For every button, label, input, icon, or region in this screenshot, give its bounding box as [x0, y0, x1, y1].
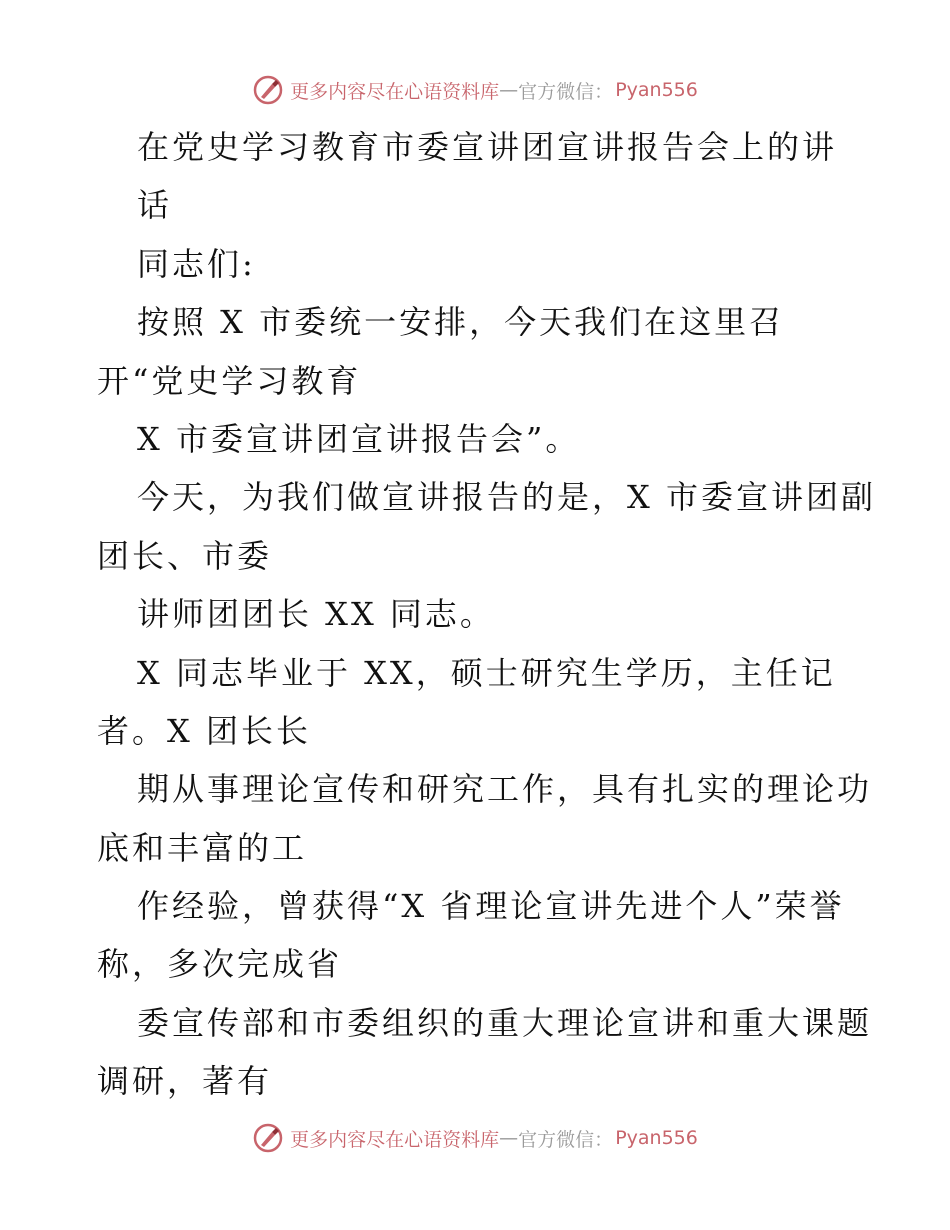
watermark-separator: — [499, 1127, 519, 1149]
pen-logo-icon [252, 74, 284, 106]
paragraph-line: X 同志毕业于 XX，硕士研究生学历，主任记 [137, 653, 836, 692]
watermark-header [0, 70, 950, 110]
paragraph-line: 调研，著有 [97, 1062, 273, 1101]
watermark-brand-text: 更多内容尽在心语资料库 [290, 80, 500, 103]
paragraph-line: 讲师团团长 XX 同志。 [137, 595, 495, 634]
watermark-wechat-id: Pyan556 [615, 79, 698, 101]
watermark-separator: — [499, 79, 519, 101]
watermark-wechat-label: 官方微信： [518, 80, 614, 103]
paragraph-line: 期从事理论宣传和研究工作，具有扎实的理论功 [137, 770, 873, 809]
paragraph-line: 者。X 团长长 [97, 711, 311, 750]
pen-logo-icon [252, 1122, 284, 1154]
watermark-wechat-label: 官方微信： [518, 1128, 614, 1151]
paragraph-line: 开“党史学习教育 [97, 361, 362, 400]
paragraph-line: 作经验，曾获得“X 省理论宣讲先进个人”荣誉 [137, 887, 845, 926]
paragraph-line: 底和丰富的工 [97, 828, 308, 867]
document-title-line-2: 话 [137, 186, 173, 225]
paragraph-line: 按照 X 市委统一安排，今天我们在这里召 [137, 303, 785, 342]
paragraph-line: X 市委宣讲团宣讲报告会”。 [137, 419, 581, 458]
paragraph-line: 委宣传部和市委组织的重大理论宣讲和重大课题 [137, 1003, 873, 1042]
watermark-footer [0, 1118, 950, 1158]
salutation: 同志们: [137, 244, 256, 283]
watermark-wechat-id: Pyan556 [615, 1127, 698, 1149]
paragraph-line: 今天，为我们做宣讲报告的是，X 市委宣讲团副 [137, 478, 876, 517]
document-title-line-1: 在党史学习教育市委宣讲团宣讲报告会上的讲 [137, 128, 838, 166]
paragraph-line: 团长、市委 [97, 536, 273, 575]
document-body [0, 118, 950, 1111]
watermark-brand-text: 更多内容尽在心语资料库 [290, 1128, 500, 1151]
paragraph-line: 称，多次完成省 [97, 945, 343, 984]
